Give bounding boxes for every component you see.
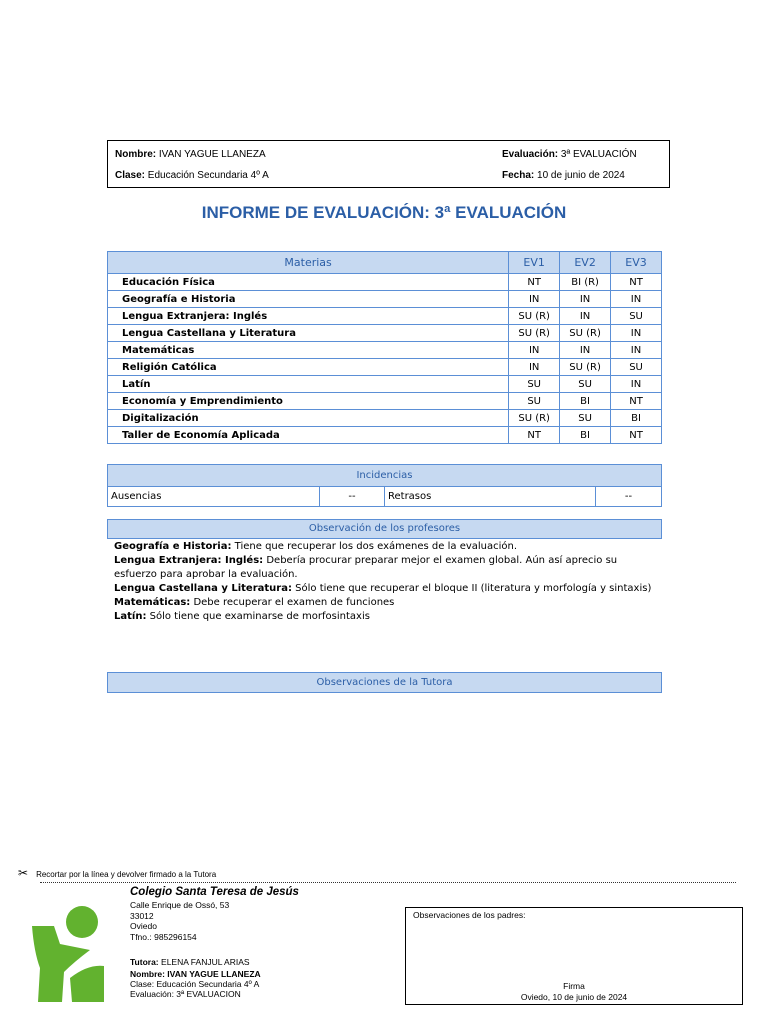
ausencias-label: Ausencias	[108, 487, 320, 507]
header-ev3: EV3	[611, 252, 662, 274]
school-city: Oviedo	[130, 921, 157, 931]
table-row	[108, 291, 662, 308]
parents-observation-box[interactable]	[405, 907, 743, 1005]
subject-cell: Geografía e Historia	[108, 291, 509, 308]
school-phone: Tfno.: 985296154	[130, 932, 197, 942]
tutora-line	[130, 957, 250, 967]
ev3-cell: SU	[611, 308, 662, 325]
student-info-box	[107, 140, 670, 188]
evaluacion-label: Evaluación:	[502, 149, 559, 160]
ev1-cell: IN	[509, 359, 560, 376]
observacion-profesores-body	[114, 540, 654, 624]
ev1-cell: SU (R)	[509, 308, 560, 325]
ev3-cell: NT	[611, 274, 662, 291]
ev2-cell: SU	[560, 410, 611, 427]
nombre-field	[115, 149, 266, 160]
lugar-fecha: Oviedo, 10 de junio de 2024	[520, 992, 628, 1002]
table-row	[108, 376, 662, 393]
ev2-cell: SU (R)	[560, 325, 611, 342]
header-materias: Materias	[108, 252, 509, 274]
observation-item: Geografía e Historia: Tiene que recuperar los dos exámenes de la evaluación.	[114, 541, 518, 552]
grades-header-row	[108, 252, 662, 274]
ev2-cell: BI (R)	[560, 274, 611, 291]
subject-cell: Lengua Castellana y Literatura	[108, 325, 509, 342]
nombre-label: Nombre:	[115, 149, 157, 160]
ev2-cell: BI	[560, 427, 611, 444]
table-row	[108, 393, 662, 410]
cut-line	[40, 882, 736, 883]
school-logo	[30, 904, 106, 1004]
ev1-cell: SU (R)	[509, 410, 560, 427]
report-title: INFORME DE EVALUACIÓN: 3ª EVALUACIÓN	[201, 203, 567, 222]
ev3-cell: IN	[611, 342, 662, 359]
ev3-cell: NT	[611, 393, 662, 410]
table-row	[108, 325, 662, 342]
footer-nombre: Nombre: IVAN YAGUE LLANEZA	[130, 969, 261, 979]
cut-note	[18, 866, 216, 880]
tutora-value: ELENA FANJUL ARIAS	[161, 957, 250, 967]
ev2-cell: BI	[560, 393, 611, 410]
header-ev1: EV1	[509, 252, 560, 274]
parents-observation-label: Observaciones de los padres:	[413, 910, 526, 920]
subject-cell: Matemáticas	[108, 342, 509, 359]
ev1-cell: IN	[509, 291, 560, 308]
incidencias-table	[107, 464, 662, 507]
ev3-cell: IN	[611, 325, 662, 342]
observaciones-tutora-header: Observaciones de la Tutora	[107, 672, 662, 693]
evaluacion-value: 3ª EVALUACIÓN	[560, 149, 637, 160]
clase-field	[115, 170, 269, 181]
incidencias-row	[108, 487, 662, 507]
ev1-cell: NT	[509, 427, 560, 444]
subject-cell: Educación Física	[108, 274, 509, 291]
ev1-cell: NT	[509, 274, 560, 291]
ev3-cell: SU	[611, 359, 662, 376]
subject-cell: Lengua Extranjera: Inglés	[108, 308, 509, 325]
footer-clase: Clase: Educación Secundaria 4º A	[130, 979, 260, 989]
school-address: Calle Enrique de Ossó, 53	[130, 900, 230, 910]
table-row	[108, 410, 662, 427]
ev3-cell: IN	[611, 376, 662, 393]
table-row	[108, 274, 662, 291]
observation-item: Lengua Extranjera: Inglés: Debería procurar preparar mejor el examen global. Aún así aprecio su esfuerzo para aprobar la evaluación.	[114, 555, 618, 580]
scissors-icon: ✂	[18, 866, 29, 880]
header-ev2: EV2	[560, 252, 611, 274]
footer-evaluacion: Evaluación: 3ª EVALUACION	[130, 989, 241, 999]
ev1-cell: SU (R)	[509, 325, 560, 342]
subject-cell: Latín	[108, 376, 509, 393]
ev3-cell: NT	[611, 427, 662, 444]
ev3-cell: IN	[611, 291, 662, 308]
clase-value: Educación Secundaria 4º A	[147, 170, 269, 181]
grades-table	[107, 251, 662, 444]
ev2-cell: IN	[560, 291, 611, 308]
fecha-label: Fecha:	[502, 170, 535, 181]
ev1-cell: SU	[509, 376, 560, 393]
observation-item: Lengua Castellana y Literatura: Sólo tiene que recuperar el bloque II (literatura y morfología y sintaxis)	[114, 583, 652, 594]
nombre-value: IVAN YAGUE LLANEZA	[158, 149, 266, 160]
fecha-value: 10 de junio de 2024	[537, 170, 625, 181]
ev3-cell: BI	[611, 410, 662, 427]
subject-cell: Taller de Economía Aplicada	[108, 427, 509, 444]
ev2-cell: SU (R)	[560, 359, 611, 376]
retrasos-value: --	[596, 487, 662, 507]
table-row	[108, 308, 662, 325]
observacion-profesores-header: Observación de los profesores	[107, 519, 662, 539]
firma-label: Firma	[563, 981, 585, 991]
fecha-field	[502, 170, 625, 181]
table-row	[108, 342, 662, 359]
subject-cell: Digitalización	[108, 410, 509, 427]
subject-cell: Economía y Emprendimiento	[108, 393, 509, 410]
ev1-cell: SU	[509, 393, 560, 410]
school-name: Colegio Santa Teresa de Jesús	[130, 886, 299, 898]
observation-item: Matemáticas: Debe recuperar el examen de funciones	[114, 597, 395, 608]
clase-label: Clase:	[115, 170, 146, 181]
observation-item: Latín: Sólo tiene que examinarse de morfosintaxis	[114, 611, 370, 622]
ev2-cell: IN	[560, 308, 611, 325]
ausencias-value: --	[320, 487, 385, 507]
ev2-cell: SU	[560, 376, 611, 393]
table-row	[108, 427, 662, 444]
table-row	[108, 359, 662, 376]
tutora-label: Tutora:	[130, 957, 159, 967]
ev2-cell: IN	[560, 342, 611, 359]
school-postal: 33012	[130, 911, 154, 921]
evaluacion-field	[502, 149, 637, 160]
subject-cell: Religión Católica	[108, 359, 509, 376]
cut-note-text: Recortar por la línea y devolver firmado a la Tutora	[36, 870, 217, 879]
retrasos-label: Retrasos	[385, 487, 596, 507]
ev1-cell: IN	[509, 342, 560, 359]
incidencias-title: Incidencias	[108, 465, 662, 487]
